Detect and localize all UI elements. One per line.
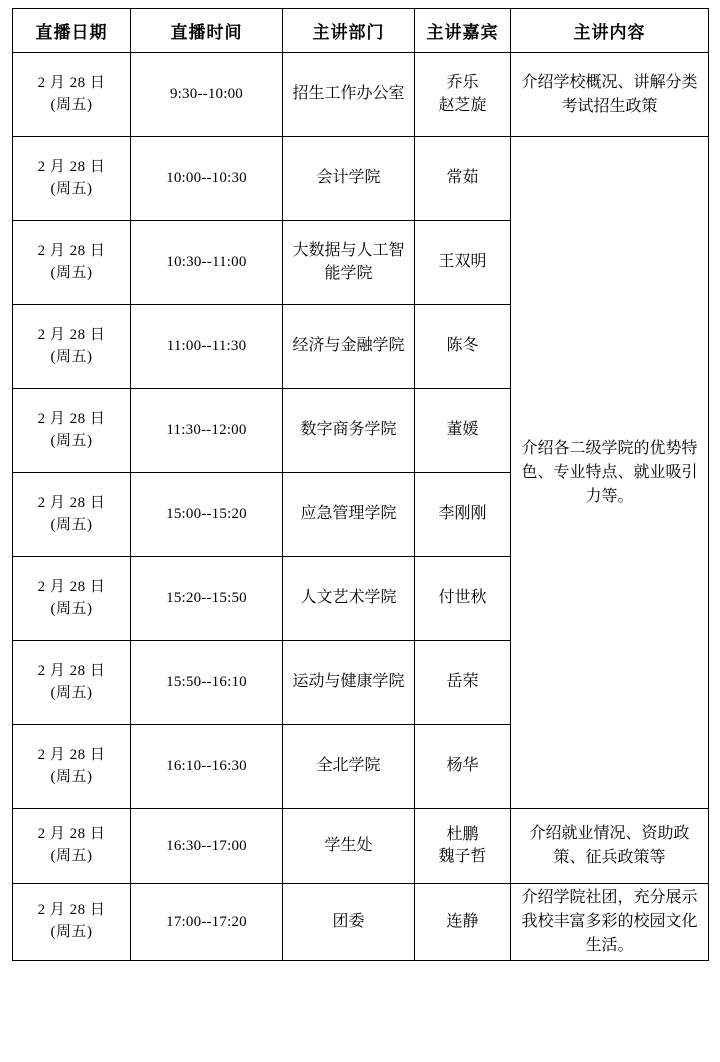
guest-name: 连静 <box>446 912 479 930</box>
cell-date <box>13 884 131 961</box>
cell-guest <box>415 884 511 961</box>
date-line-1: 2 月 28 日 <box>37 410 106 427</box>
table-row <box>13 53 709 137</box>
cell-department: 数字商务学院 <box>283 389 415 473</box>
cell-department: 会计学院 <box>283 137 415 221</box>
cell-date <box>13 725 131 809</box>
column-header-date: 直播日期 <box>13 9 131 53</box>
cell-department: 全北学院 <box>283 725 415 809</box>
table-body <box>13 53 709 961</box>
cell-time: 15:50--16:10 <box>131 641 283 725</box>
cell-time: 11:00--11:30 <box>131 305 283 389</box>
cell-time: 16:30--17:00 <box>131 809 283 884</box>
column-header-time: 直播时间 <box>131 9 283 53</box>
date-line-2: (周五) <box>50 264 93 281</box>
date-line-1: 2 月 28 日 <box>37 494 106 511</box>
guest-name: 董媛 <box>446 421 479 439</box>
live-schedule-table <box>12 8 709 961</box>
cell-guest <box>415 473 511 557</box>
cell-guest <box>415 221 511 305</box>
guest-name: 杜鹏 <box>446 825 479 843</box>
guest-name: 常茹 <box>446 169 479 187</box>
guest-name: 陈冬 <box>446 337 479 355</box>
date-line-1: 2 月 28 日 <box>37 158 106 175</box>
cell-guest <box>415 557 511 641</box>
table-row <box>13 884 709 961</box>
date-line-1: 2 月 28 日 <box>37 902 106 919</box>
cell-content-block-2: 介绍各二级学院的优势特色、专业特点、就业吸引力等。 <box>511 137 709 809</box>
date-line-2: (周五) <box>50 684 93 701</box>
cell-guest <box>415 641 511 725</box>
cell-date <box>13 641 131 725</box>
date-line-1: 2 月 28 日 <box>37 826 106 843</box>
cell-date <box>13 305 131 389</box>
guest-name: 李刚刚 <box>438 505 487 523</box>
cell-department: 运动与健康学院 <box>283 641 415 725</box>
date-line-1: 2 月 28 日 <box>37 74 106 91</box>
date-line-2: (周五) <box>50 768 93 785</box>
cell-date <box>13 557 131 641</box>
cell-department: 经济与金融学院 <box>283 305 415 389</box>
cell-time: 15:00--15:20 <box>131 473 283 557</box>
date-line-2: (周五) <box>50 516 93 533</box>
cell-content-block-3: 介绍就业情况、资助政策、征兵政策等 <box>511 809 709 884</box>
date-line-2: (周五) <box>50 180 93 197</box>
cell-time: 15:20--15:50 <box>131 557 283 641</box>
date-line-2: (周五) <box>50 348 93 365</box>
table-header <box>13 9 709 53</box>
guest-name: 赵芝旋 <box>438 96 487 114</box>
cell-guest <box>415 305 511 389</box>
cell-guest <box>415 809 511 884</box>
date-line-2: (周五) <box>50 600 93 617</box>
date-line-1: 2 月 28 日 <box>37 326 106 343</box>
cell-date <box>13 53 131 137</box>
column-header-content: 主讲内容 <box>511 9 709 53</box>
cell-date <box>13 221 131 305</box>
guest-name: 付世秋 <box>438 589 487 607</box>
date-line-1: 2 月 28 日 <box>37 578 106 595</box>
cell-guest <box>415 725 511 809</box>
column-header-guest: 主讲嘉宾 <box>415 9 511 53</box>
column-header-department: 主讲部门 <box>283 9 415 53</box>
cell-date <box>13 137 131 221</box>
cell-department: 人文艺术学院 <box>283 557 415 641</box>
cell-department: 学生处 <box>283 809 415 884</box>
guest-name: 王双明 <box>438 253 487 271</box>
guest-name: 乔乐 <box>446 74 479 92</box>
cell-guest <box>415 137 511 221</box>
date-line-2: (周五) <box>50 96 93 113</box>
cell-department: 团委 <box>283 884 415 961</box>
cell-time: 17:00--17:20 <box>131 884 283 961</box>
cell-time: 9:30--10:00 <box>131 53 283 137</box>
table-header-row <box>13 9 709 53</box>
date-line-2: (周五) <box>50 924 93 940</box>
cell-time: 10:30--11:00 <box>131 221 283 305</box>
cell-content-block-1: 介绍学校概况、讲解分类考试招生政策 <box>511 53 709 137</box>
guest-name: 魏子哲 <box>438 848 487 865</box>
date-line-1: 2 月 28 日 <box>37 746 106 763</box>
cell-guest <box>415 53 511 137</box>
table-row <box>13 809 709 884</box>
cell-time: 16:10--16:30 <box>131 725 283 809</box>
cell-content-block-4: 介绍学院社团，充分展示我校丰富多彩的校园文化生活。 <box>511 884 709 961</box>
cell-department: 应急管理学院 <box>283 473 415 557</box>
cell-guest <box>415 389 511 473</box>
cell-date <box>13 473 131 557</box>
cell-time: 11:30--12:00 <box>131 389 283 473</box>
date-line-1: 2 月 28 日 <box>37 242 106 259</box>
cell-date <box>13 809 131 884</box>
cell-date <box>13 389 131 473</box>
cell-department: 大数据与人工智能学院 <box>283 221 415 305</box>
guest-name: 杨华 <box>446 757 479 775</box>
date-line-2: (周五) <box>50 848 93 864</box>
cell-department: 招生工作办公室 <box>283 53 415 137</box>
date-line-1: 2 月 28 日 <box>37 662 106 679</box>
date-line-2: (周五) <box>50 432 93 449</box>
table-row <box>13 137 709 221</box>
cell-time: 10:00--10:30 <box>131 137 283 221</box>
guest-name: 岳荣 <box>446 673 479 691</box>
